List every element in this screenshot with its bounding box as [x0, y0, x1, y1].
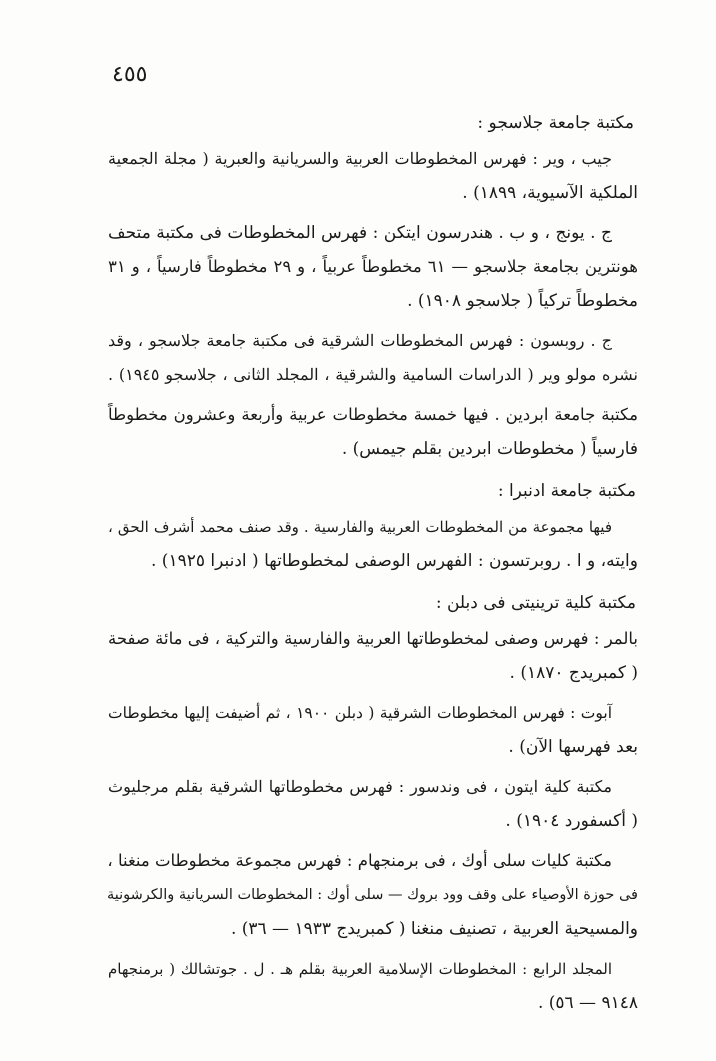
- catalog-entry: [108, 216, 638, 318]
- entry-line: ج . روبسون : فهرس المخطوطات الشرقية فى مكتبة جامعة جلاسجو ، وقد: [108, 331, 612, 350]
- entry-line: فيها مجموعة من المخطوطات العربية والفارسية . وقد صنف محمد أشرف الحق ،: [108, 518, 612, 536]
- catalog-entry: [108, 324, 638, 392]
- entry-line: مخطوطاً تركياً ( جلاسجو ١٩٠٨) .: [407, 291, 638, 311]
- entry-line: آبوت : فهرس المخطوطات الشرقية ( دبلن ١٩٠٠ ، ثم أضيفت إليها مخطوطات: [108, 704, 612, 722]
- entry-line: الملكية الآسيوية، ١٨٩٩) .: [462, 183, 638, 203]
- section-glasgow: [108, 104, 638, 466]
- catalog-entry: [108, 952, 638, 1020]
- entry-line: ( كمبريدج ١٨٧٠) .: [509, 663, 638, 683]
- catalog-entry: [108, 622, 638, 690]
- section-heading: مكتبة كلية ترينيتى فى دبلن :: [435, 593, 636, 613]
- catalog-entry: [108, 510, 638, 578]
- entry-line: والمسيحية العربية ، تصنيف منغنا ( كمبريدج ١٩٣٣ — ٣٦) .: [230, 919, 638, 939]
- section-edinburgh: [108, 472, 638, 578]
- entry-line: مكتبة كلية ايتون ، فى وندسور : فهرس مخطوطاتها الشرقية بقلم مرجليوث: [108, 777, 612, 796]
- catalog-entry: [108, 398, 638, 466]
- entry-line: بعد فهرسها الآن) .: [508, 737, 638, 757]
- entry-line: نشره مولو وير ( الدراسات السامية والشرقية ، المجلد الثانى ، جلاسجو ١٩٤٥) .: [108, 365, 638, 384]
- entry-line: ٩١٤٨ — ٥٦) .: [537, 993, 638, 1013]
- entry-line: ج . يونج ، و ب . هندرسون ايتكن : فهرس المخطوطات فى مكتبة متحف: [108, 223, 612, 243]
- entry-line: هونترين بجامعة جلاسجو — ٦١ مخطوطاً عربياً ، و ٢٩ مخطوطاً فارسياً ، و ٣١: [108, 257, 638, 276]
- section-heading: مكتبة جامعة ادنبرا :: [497, 481, 636, 501]
- entry-line: فى حوزة الأوصياء على وقف وود بروك — سلى أوك : المخطوطات السريانية والكرشونية: [106, 887, 638, 903]
- page-content: [108, 104, 638, 1026]
- page-number: ٤٥٥: [112, 62, 148, 87]
- section-heading: مكتبة جامعة جلاسجو :: [477, 113, 634, 133]
- entry-line: المجلد الرابع : المخطوطات الإسلامية العربية بقلم هـ . ل . جوتشالك ( برمنجهام: [108, 960, 612, 978]
- entry-line: ( أكسفورد ١٩٠٤) .: [505, 811, 638, 831]
- entry-line: مكتبة كليات سلى أوك ، فى برمنجهام : فهرس مجموعة مخطوطات منغنا ،: [107, 851, 612, 870]
- catalog-entry: [108, 696, 638, 764]
- entry-line: وايته، و ا . روبرتسون : الفهرس الوصفى لمخطوطاتها ( ادنبرا ١٩٢٥) .: [151, 551, 638, 571]
- section-trinity: [108, 584, 638, 1020]
- entry-line: فارسياً ( مخطوطات ابردين بقلم جيمس) .: [341, 439, 638, 459]
- catalog-entry: [108, 844, 638, 946]
- entry-line: مكتبة جامعة ابردين . فيها خمسة مخطوطات عربية وأربعة وعشرون مخطوطاً: [108, 405, 638, 424]
- catalog-entry: [108, 142, 638, 210]
- entry-line: جيب ، وير : فهرس المخطوطات العربية والسريانية والعبرية ( مجلة الجمعية: [108, 149, 612, 168]
- entry-line: بالمر : فهرس وصفى لمخطوطاتها العربية والفارسية والتركية ، فى مائة صفحة: [108, 629, 638, 648]
- catalog-entry: [108, 770, 638, 838]
